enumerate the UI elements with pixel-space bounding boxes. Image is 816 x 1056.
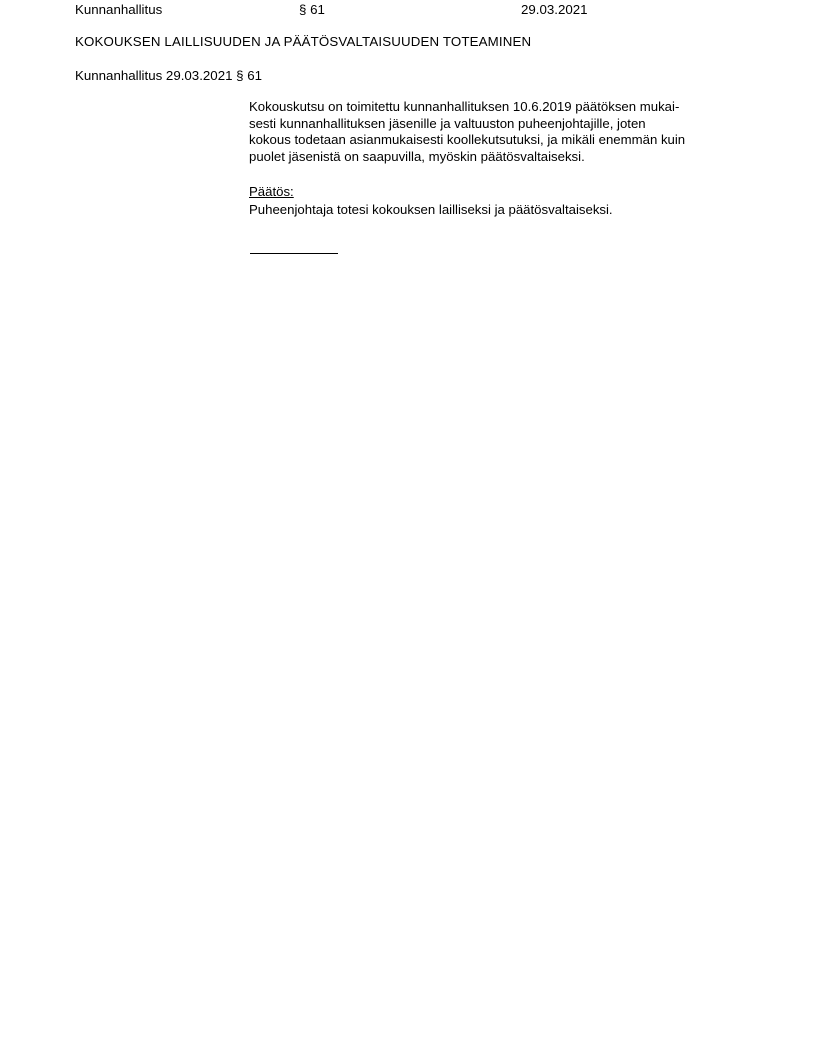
page-title: KOKOUKSEN LAILLISUUDEN JA PÄÄTÖSVALTAISUUDEN TOTEAMINEN: [75, 34, 532, 49]
body-paragraph: [249, 99, 741, 165]
decision-block: [249, 183, 741, 219]
body-line: sesti kunnanhallituksen jäsenille ja valtuuston puheenjohtajille, joten: [249, 115, 646, 131]
body-line: Kokouskutsu on toimitettu kunnanhallituksen 10.6.2019 päätöksen mukai-: [249, 99, 680, 114]
header-date: 29.03.2021: [521, 2, 588, 17]
decision-label: Päätös:: [249, 184, 294, 199]
decision-text: Puheenjohtaja totesi kokouksen lailliseksi ja päätösvaltaiseksi.: [249, 202, 613, 217]
body-line: puolet jäsenistä on saapuvilla, myöskin päätösvaltaiseksi.: [249, 148, 585, 164]
body-line: kokous todetaan asianmukaisesti koollekutsutuksi, ja mikäli enemmän kuin: [249, 132, 686, 148]
header-organ: Kunnanhallitus: [75, 2, 163, 17]
body-block: [249, 99, 741, 165]
document-header: [75, 0, 741, 20]
agenda-item-reference: Kunnanhallitus 29.03.2021 § 61: [75, 68, 263, 83]
header-section-number: § 61: [299, 2, 325, 17]
signature-rule: [250, 253, 338, 254]
